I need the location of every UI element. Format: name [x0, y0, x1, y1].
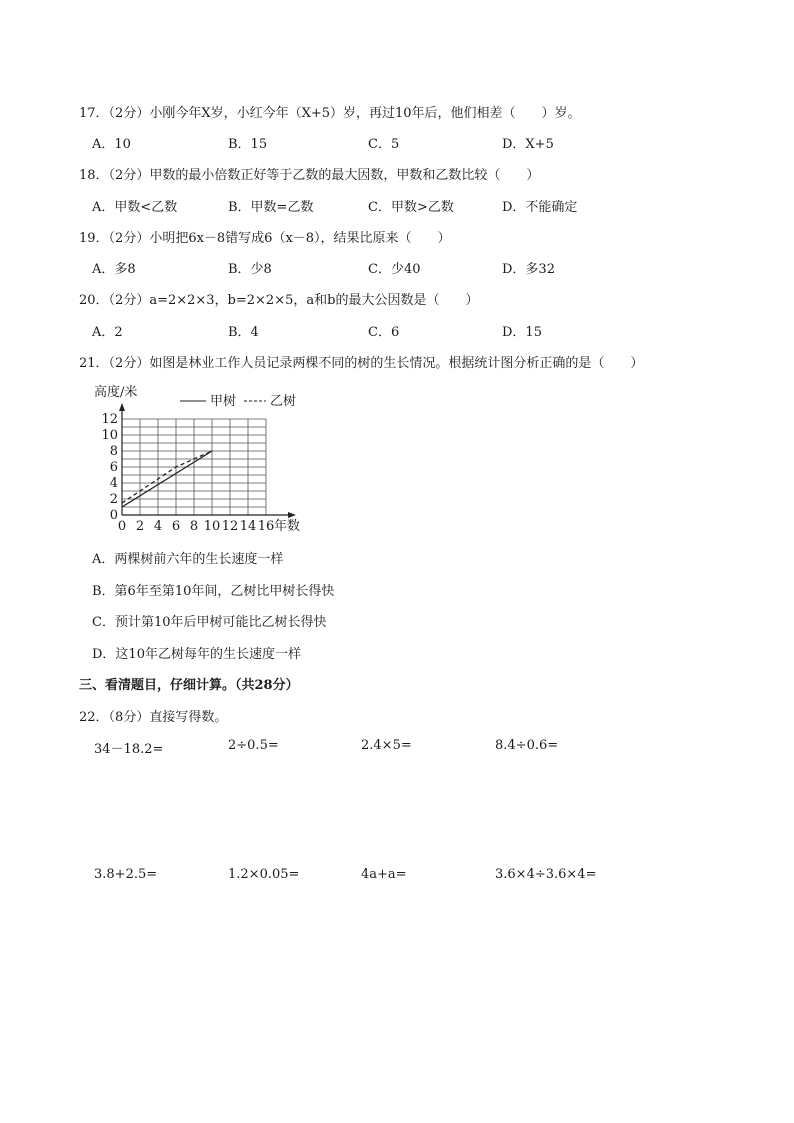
- question-18-option-d: D．不能确定: [502, 200, 578, 215]
- y-axis-label: 高度/米: [94, 385, 138, 400]
- question-17-option-c: C．5: [368, 137, 400, 152]
- legend-label: 甲树: [210, 394, 237, 409]
- calc-item: 2÷0.5=: [228, 738, 279, 753]
- x-tick-label: 8: [189, 519, 199, 534]
- y-tick-label: 0: [109, 508, 118, 523]
- section-3-title: 三、看清题目，仔细计算。（共28分）: [79, 678, 299, 693]
- x-tick-label: 16: [257, 519, 275, 534]
- legend-label: 乙树: [270, 394, 297, 409]
- x-tick-label: 0: [117, 519, 127, 534]
- y-tick-label: 4: [109, 476, 118, 491]
- question-21-option-d: D．这10年乙树每年的生长速度一样: [92, 647, 301, 662]
- calc-item: 8.4÷0.6=: [495, 738, 559, 753]
- question-19-option-d: D．多32: [502, 262, 555, 277]
- question-18-stem: 18．（2分）甲数的最小倍数正好等于乙数的最大因数，甲数和乙数比较（ ）: [79, 168, 540, 183]
- y-tick-label: 8: [109, 444, 118, 459]
- calc-item: 1.2×0.05=: [228, 867, 300, 882]
- question-20-option-d: D．15: [502, 325, 542, 340]
- y-axis-arrow: [119, 403, 125, 411]
- calc-item: 2.4×5=: [361, 738, 412, 753]
- question-20-stem: 20．（2分）a=2×2×3，b=2×2×5，a和b的最大公因数是（ ）: [79, 293, 479, 308]
- question-19-option-a: A．多8: [92, 262, 136, 277]
- question-17-option-b: B．15: [228, 137, 268, 152]
- x-tick-label: 4: [153, 519, 163, 534]
- question-22-stem: 22．（8分）直接写得数。: [79, 710, 228, 725]
- question-17-option-a: A．10: [92, 137, 131, 152]
- question-21-option-b: B．第6年至第10年间，乙树比甲树长得快: [92, 584, 335, 599]
- calc-item: 3.6×4÷3.6×4=: [495, 867, 597, 882]
- question-19-option-c: C．少40: [368, 262, 421, 277]
- x-tick-label: 6: [171, 519, 181, 534]
- question-20-option-c: C．6: [368, 325, 400, 340]
- x-tick-label: 2: [135, 519, 145, 534]
- question-20-option-b: B．4: [228, 325, 259, 340]
- tree-growth-chart: [88, 380, 328, 540]
- question-19-option-b: B．少8: [228, 262, 272, 277]
- y-tick-label: 6: [109, 460, 118, 475]
- calc-item: 4a+a=: [361, 867, 407, 882]
- question-21-stem: 21．（2分）如图是林业工作人员记录两棵不同的树的生长情况。根据统计图分析正确的是（ ）: [79, 356, 644, 371]
- question-21-option-c: C．预计第10年后甲树可能比乙树长得快: [92, 615, 327, 630]
- question-21-option-a: A．两棵树前六年的生长速度一样: [92, 552, 284, 567]
- question-18-option-a: A．甲数<乙数: [92, 200, 178, 215]
- calc-item: 34－18.2=: [94, 742, 164, 757]
- question-17-stem: 17．（2分）小刚今年X岁，小红今年（X+5）岁，再过10年后，他们相差（ ）岁。: [79, 106, 581, 121]
- calc-item: 3.8+2.5=: [94, 867, 158, 882]
- x-axis-arrow: [288, 512, 296, 518]
- y-tick-label: 2: [109, 492, 118, 507]
- question-18-option-b: B．甲数=乙数: [228, 200, 314, 215]
- x-tick-label: 10: [203, 519, 221, 534]
- y-tick-label: 12: [101, 412, 118, 427]
- y-tick-label: 10: [101, 428, 118, 443]
- question-17-option-d: D．X+5: [502, 137, 554, 152]
- question-20-option-a: A．2: [92, 325, 123, 340]
- question-18-option-c: C．甲数>乙数: [368, 200, 454, 215]
- x-axis-label: 年数: [274, 519, 301, 534]
- x-tick-label: 14: [239, 519, 257, 534]
- question-19-stem: 19．（2分）小明把6x－8错写成6（x－8），结果比原来（ ）: [79, 231, 451, 246]
- x-tick-label: 12: [221, 519, 239, 534]
